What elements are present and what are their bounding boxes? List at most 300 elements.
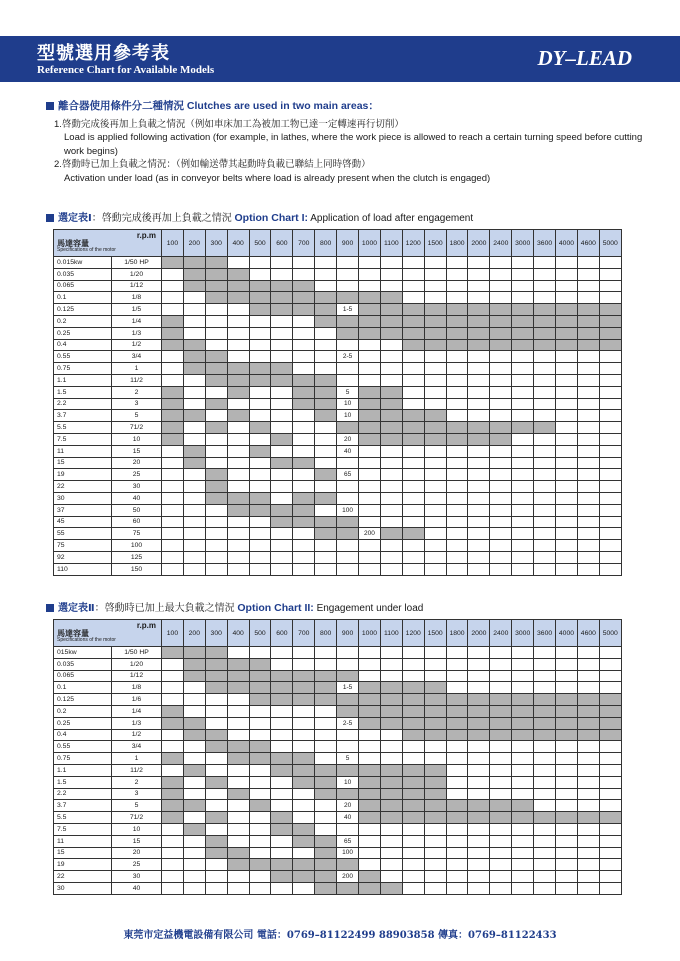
grid-cell (227, 422, 249, 434)
grid-cell (556, 776, 578, 788)
grid-cell (446, 457, 468, 469)
grid-cell (424, 398, 446, 410)
grid-cell (577, 398, 599, 410)
grid-cell (359, 492, 381, 504)
motor-kw-cell: 2.2 (54, 398, 112, 410)
motor-kw-cell: 1.5 (54, 386, 112, 398)
grid-cell (556, 504, 578, 516)
grid-cell (512, 540, 534, 552)
grid-cell (249, 717, 271, 729)
grid-cell (446, 351, 468, 363)
applicable-cell (380, 315, 402, 327)
applicable-cell (337, 694, 359, 706)
motor-kw-cell: 0.015kw (54, 257, 112, 269)
applicable-cell (359, 304, 381, 316)
applicable-cell (205, 812, 227, 824)
grid-cell (446, 753, 468, 765)
applicable-cell (556, 327, 578, 339)
grid-cell (468, 859, 490, 871)
applicable-cell (359, 788, 381, 800)
applicable-cell (315, 410, 337, 422)
grid-cell (424, 528, 446, 540)
grid-cell (599, 422, 621, 434)
grid-cell (577, 753, 599, 765)
grid-cell (534, 800, 556, 812)
grid-cell (468, 398, 490, 410)
applicable-cell (424, 800, 446, 812)
motor-hp-cell: 30 (112, 871, 162, 883)
grid-cell (271, 563, 293, 575)
grid-cell (468, 351, 490, 363)
applicable-cell (512, 705, 534, 717)
applicable-cell (512, 729, 534, 741)
applicable-cell (337, 422, 359, 434)
grid-cell (249, 481, 271, 493)
grid-cell (205, 410, 227, 422)
grid-cell (359, 847, 381, 859)
grid-cell (162, 682, 184, 694)
applicable-cell (162, 422, 184, 434)
grid-cell (315, 268, 337, 280)
grid-cell (424, 871, 446, 883)
grid-cell (205, 717, 227, 729)
applicable-cell (402, 528, 424, 540)
applicable-cell (424, 339, 446, 351)
grid-cell (424, 658, 446, 670)
chart-row (54, 327, 622, 339)
applicable-cell (271, 292, 293, 304)
motor-kw-cell: 0.125 (54, 694, 112, 706)
motor-kw-cell: 0.75 (54, 753, 112, 765)
grid-cell (556, 647, 578, 659)
grid-cell (599, 823, 621, 835)
applicable-cell (315, 835, 337, 847)
grid-cell (162, 551, 184, 563)
grid-cell (315, 717, 337, 729)
motor-hp-cell: 1/4 (112, 705, 162, 717)
grid-cell (402, 540, 424, 552)
grid-cell (534, 871, 556, 883)
grid-cell (337, 647, 359, 659)
motor-hp-cell: 3 (112, 398, 162, 410)
motor-hp-cell: 3 (112, 788, 162, 800)
grid-cell (512, 741, 534, 753)
applicable-cell (162, 327, 184, 339)
applicable-cell (599, 327, 621, 339)
grid-cell (227, 433, 249, 445)
applicable-cell (380, 776, 402, 788)
grid-cell (490, 504, 512, 516)
grid-cell (271, 315, 293, 327)
applicable-cell (271, 823, 293, 835)
grid-cell (424, 882, 446, 894)
grid-cell (534, 410, 556, 422)
motor-hp-cell: 125 (112, 551, 162, 563)
grid-cell (227, 800, 249, 812)
intro-item-2-zh: 2.啓動時已加上負載之情況：（例如輸送帶其起動時負載已聯結上同時啓動） (54, 159, 371, 170)
grid-cell (556, 268, 578, 280)
grid-cell (424, 563, 446, 575)
grid-cell (315, 823, 337, 835)
motor-kw-cell: 30 (54, 882, 112, 894)
motor-kw-cell: 3.7 (54, 410, 112, 422)
grid-cell (446, 280, 468, 292)
grid-cell (380, 753, 402, 765)
applicable-cell (183, 800, 205, 812)
grid-cell (205, 528, 227, 540)
grid-cell (424, 292, 446, 304)
motor-kw-cell: 92 (54, 551, 112, 563)
grid-cell (249, 729, 271, 741)
grid-cell (490, 528, 512, 540)
model-size-label: 10 (337, 776, 359, 788)
applicable-cell (359, 705, 381, 717)
applicable-cell (556, 304, 578, 316)
grid-cell (271, 729, 293, 741)
applicable-cell (249, 800, 271, 812)
grid-cell (271, 717, 293, 729)
grid-cell (468, 492, 490, 504)
grid-cell (534, 835, 556, 847)
applicable-cell (315, 304, 337, 316)
grid-cell (402, 481, 424, 493)
applicable-cell (424, 410, 446, 422)
grid-cell (162, 481, 184, 493)
applicable-cell (380, 327, 402, 339)
grid-cell (490, 776, 512, 788)
applicable-cell (249, 280, 271, 292)
motor-hp-cell: 1/3 (112, 717, 162, 729)
chart-row (54, 481, 622, 493)
grid-cell (577, 292, 599, 304)
grid-cell (315, 540, 337, 552)
grid-cell (293, 327, 315, 339)
applicable-cell (249, 658, 271, 670)
grid-cell (380, 492, 402, 504)
grid-cell (577, 445, 599, 457)
chart2-label-zh: 選定表Ⅱ (58, 603, 95, 614)
grid-cell (599, 410, 621, 422)
rpm-header-cell: 1200 (402, 620, 424, 647)
chart-row (54, 871, 622, 883)
grid-cell (249, 776, 271, 788)
motor-hp-cell: 75 (112, 528, 162, 540)
grid-cell (227, 327, 249, 339)
grid-cell (271, 776, 293, 788)
rpm-header-cell: 4000 (556, 230, 578, 257)
model-size-label: 10 (337, 398, 359, 410)
grid-cell (227, 705, 249, 717)
grid-cell (315, 647, 337, 659)
motor-hp-cell: 15 (112, 835, 162, 847)
applicable-cell (183, 764, 205, 776)
grid-cell (402, 445, 424, 457)
grid-cell (162, 729, 184, 741)
motor-hp-cell: 1/6 (112, 694, 162, 706)
model-size-label: 100 (337, 504, 359, 516)
grid-cell (162, 847, 184, 859)
grid-cell (512, 823, 534, 835)
applicable-cell (402, 422, 424, 434)
grid-cell (577, 386, 599, 398)
grid-cell (205, 871, 227, 883)
grid-cell (446, 410, 468, 422)
motor-kw-cell: 0.065 (54, 670, 112, 682)
grid-cell (446, 445, 468, 457)
applicable-cell (359, 315, 381, 327)
grid-cell (271, 492, 293, 504)
applicable-cell (293, 670, 315, 682)
applicable-cell (293, 871, 315, 883)
applicable-cell (227, 788, 249, 800)
grid-cell (359, 729, 381, 741)
applicable-cell (249, 694, 271, 706)
grid-cell (315, 481, 337, 493)
model-size-label: 65 (337, 835, 359, 847)
grid-cell (227, 647, 249, 659)
grid-cell (490, 398, 512, 410)
motor-kw-cell: 0.75 (54, 363, 112, 375)
grid-cell (490, 540, 512, 552)
grid-cell (337, 741, 359, 753)
applicable-cell (249, 492, 271, 504)
grid-cell (468, 469, 490, 481)
grid-cell (227, 717, 249, 729)
rpm-header-cell: 1800 (446, 230, 468, 257)
applicable-cell (446, 327, 468, 339)
grid-cell (577, 563, 599, 575)
grid-cell (315, 363, 337, 375)
motor-kw-cell: 45 (54, 516, 112, 528)
model-size-label: 2-5 (337, 717, 359, 729)
applicable-cell (227, 741, 249, 753)
applicable-cell (359, 433, 381, 445)
applicable-cell (249, 859, 271, 871)
applicable-cell (490, 433, 512, 445)
grid-cell (490, 492, 512, 504)
grid-cell (424, 445, 446, 457)
grid-cell (490, 563, 512, 575)
applicable-cell (162, 705, 184, 717)
applicable-cell (205, 280, 227, 292)
grid-cell (468, 847, 490, 859)
applicable-cell (249, 753, 271, 765)
chart-row (54, 304, 622, 316)
applicable-cell (162, 386, 184, 398)
applicable-cell (205, 481, 227, 493)
applicable-cell (205, 847, 227, 859)
applicable-cell (490, 717, 512, 729)
grid-cell (293, 647, 315, 659)
grid-cell (512, 563, 534, 575)
grid-cell (183, 422, 205, 434)
applicable-cell (468, 304, 490, 316)
grid-cell (402, 516, 424, 528)
grid-cell (359, 469, 381, 481)
applicable-cell (446, 729, 468, 741)
chart-row (54, 647, 622, 659)
grid-cell (534, 398, 556, 410)
applicable-cell (162, 257, 184, 269)
grid-cell (577, 457, 599, 469)
grid-cell (577, 682, 599, 694)
grid-cell (490, 871, 512, 883)
grid-cell (512, 859, 534, 871)
grid-cell (599, 753, 621, 765)
grid-cell (183, 835, 205, 847)
grid-cell (468, 788, 490, 800)
rpm-header-cell: 100 (162, 620, 184, 647)
applicable-cell (183, 729, 205, 741)
model-size-label: 200 (337, 871, 359, 883)
applicable-cell (577, 729, 599, 741)
applicable-cell (402, 812, 424, 824)
intro-heading (46, 100, 646, 114)
grid-cell (249, 812, 271, 824)
grid-cell (402, 670, 424, 682)
applicable-cell (424, 776, 446, 788)
applicable-cell (315, 859, 337, 871)
applicable-cell (380, 812, 402, 824)
applicable-cell (315, 670, 337, 682)
applicable-cell (359, 776, 381, 788)
grid-cell (424, 457, 446, 469)
applicable-cell (271, 363, 293, 375)
applicable-cell (205, 351, 227, 363)
rpm-header-cell: 5000 (599, 230, 621, 257)
applicable-cell (577, 694, 599, 706)
applicable-cell (205, 268, 227, 280)
chart-corner-cell (54, 620, 162, 647)
grid-cell (577, 871, 599, 883)
grid-cell (468, 445, 490, 457)
grid-cell (271, 882, 293, 894)
grid-cell (249, 398, 271, 410)
motor-hp-cell: 25 (112, 859, 162, 871)
chart-row (54, 694, 622, 706)
applicable-cell (315, 882, 337, 894)
applicable-cell (446, 433, 468, 445)
model-size-label: 65 (337, 469, 359, 481)
chart-header-row (54, 230, 622, 257)
applicable-cell (183, 823, 205, 835)
motor-hp-cell: 1/20 (112, 658, 162, 670)
applicable-cell (315, 292, 337, 304)
grid-cell (577, 516, 599, 528)
applicable-cell (271, 670, 293, 682)
chart-row (54, 823, 622, 835)
grid-cell (205, 563, 227, 575)
grid-cell (556, 433, 578, 445)
grid-cell (490, 835, 512, 847)
grid-cell (512, 445, 534, 457)
motor-kw-cell: 0.25 (54, 717, 112, 729)
rpm-header-cell: 700 (293, 620, 315, 647)
grid-cell (205, 882, 227, 894)
grid-cell (315, 705, 337, 717)
grid-cell (205, 540, 227, 552)
applicable-cell (446, 705, 468, 717)
rpm-header-cell: 700 (293, 230, 315, 257)
grid-cell (205, 516, 227, 528)
model-size-label: 100 (337, 847, 359, 859)
motor-kw-cell: 2.2 (54, 788, 112, 800)
applicable-cell (315, 398, 337, 410)
applicable-cell (183, 351, 205, 363)
grid-cell (271, 741, 293, 753)
grid-cell (599, 280, 621, 292)
grid-cell (599, 551, 621, 563)
grid-cell (599, 492, 621, 504)
applicable-cell (599, 705, 621, 717)
rpm-header-cell: 300 (205, 230, 227, 257)
grid-cell (359, 516, 381, 528)
grid-cell (271, 469, 293, 481)
grid-cell (249, 835, 271, 847)
applicable-cell (490, 729, 512, 741)
grid-cell (315, 280, 337, 292)
chart-row (54, 717, 622, 729)
applicable-cell (183, 658, 205, 670)
applicable-cell (402, 315, 424, 327)
chart-row (54, 280, 622, 292)
motor-kw-cell: 0.065 (54, 280, 112, 292)
grid-cell (534, 859, 556, 871)
grid-cell (380, 540, 402, 552)
grid-cell (468, 670, 490, 682)
grid-cell (293, 658, 315, 670)
chart1-label-zh: 選定表Ⅰ (58, 213, 92, 224)
grid-cell (205, 339, 227, 351)
intro-section (46, 100, 646, 185)
grid-cell (599, 788, 621, 800)
grid-cell (534, 788, 556, 800)
grid-cell (205, 433, 227, 445)
grid-cell (337, 280, 359, 292)
grid-cell (468, 292, 490, 304)
applicable-cell (534, 729, 556, 741)
grid-cell (446, 398, 468, 410)
grid-cell (380, 516, 402, 528)
grid-cell (446, 492, 468, 504)
grid-cell (227, 398, 249, 410)
chart-row (54, 882, 622, 894)
chart-row (54, 292, 622, 304)
grid-cell (512, 647, 534, 659)
grid-cell (534, 457, 556, 469)
rpm-header-cell: 800 (315, 230, 337, 257)
applicable-cell (162, 717, 184, 729)
applicable-cell (490, 705, 512, 717)
rpm-header-cell: 500 (249, 230, 271, 257)
applicable-cell (183, 410, 205, 422)
motor-hp-cell: 20 (112, 847, 162, 859)
grid-cell (293, 741, 315, 753)
grid-cell (205, 764, 227, 776)
grid-cell (490, 670, 512, 682)
motor-label-en: Specifications of the motor (57, 247, 116, 253)
motor-hp-cell: 60 (112, 516, 162, 528)
grid-cell (468, 551, 490, 563)
grid-cell (424, 351, 446, 363)
grid-cell (599, 776, 621, 788)
grid-cell (380, 729, 402, 741)
rpm-header-cell: 200 (183, 230, 205, 257)
grid-cell (446, 268, 468, 280)
grid-cell (512, 481, 534, 493)
applicable-cell (227, 363, 249, 375)
applicable-cell (162, 410, 184, 422)
